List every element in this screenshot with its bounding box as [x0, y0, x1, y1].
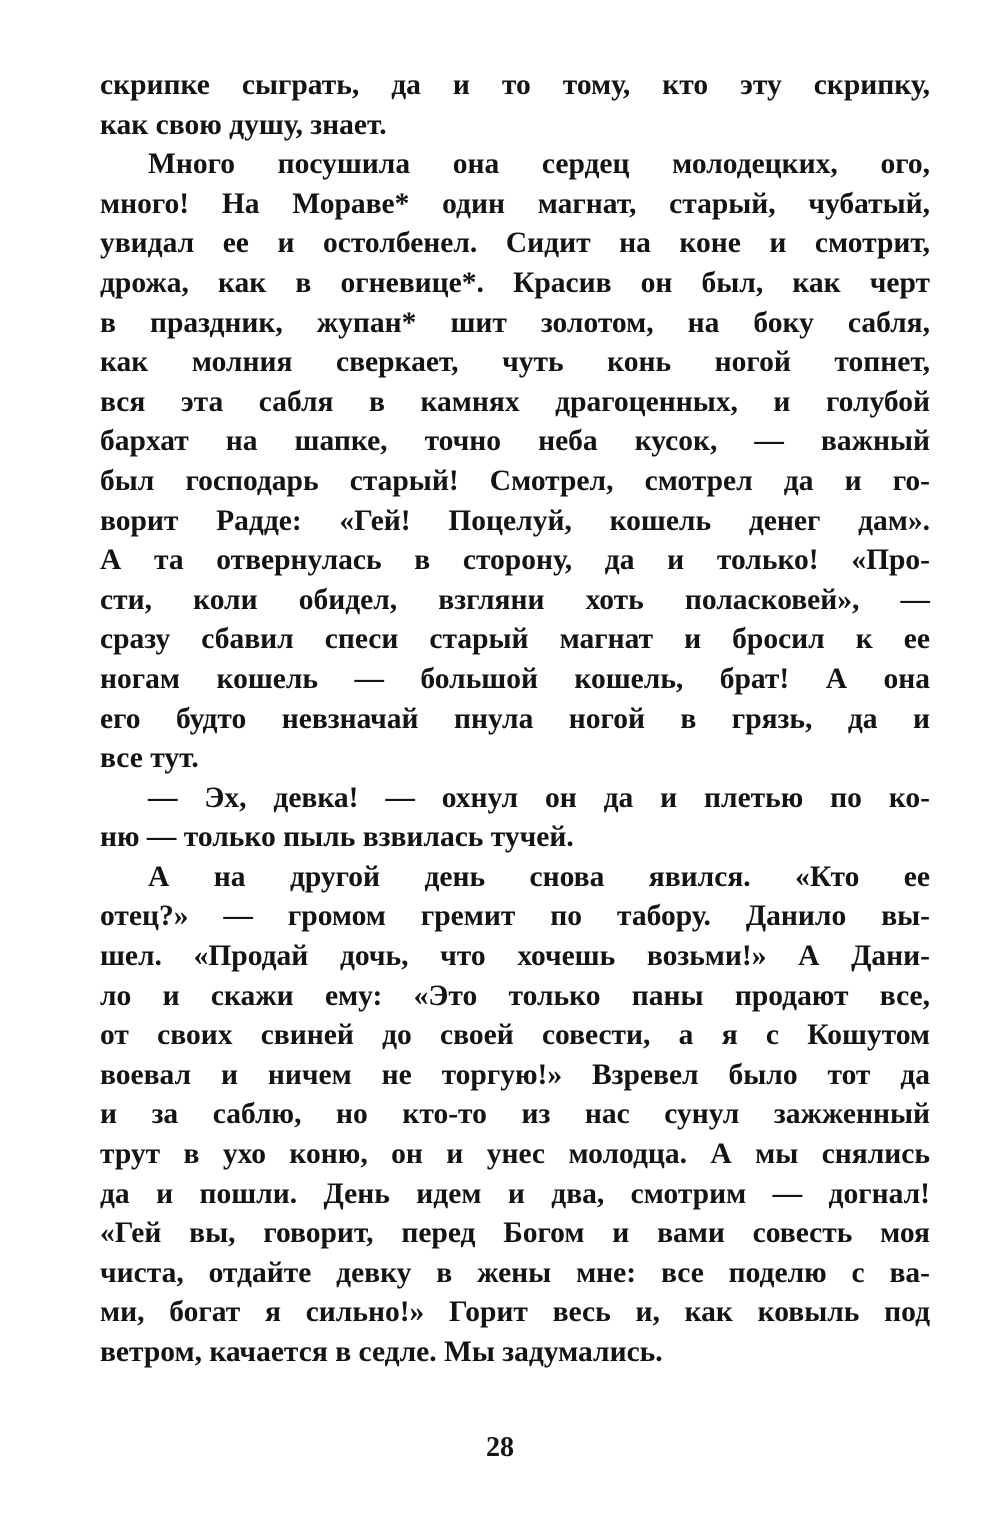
text-line: был господарь старый! Смотрел, смотрел да и го-	[100, 464, 930, 497]
text-line: как свою душу, знает.	[100, 108, 387, 141]
text-line: в праздник, жупан* шит золотом, на боку сабля,	[100, 306, 930, 339]
text-line: трут в ухо коню, он и унес молодца. А мы снялись	[100, 1138, 930, 1171]
text-line: сти, коли обидел, взгляни хоть поласковей», —	[100, 583, 930, 616]
text-line: ветром, качается в седле. Мы задумались.	[100, 1336, 663, 1368]
body-text	[100, 66, 930, 1373]
text-line: бархат на шапке, точно неба кусок, — важный	[100, 425, 930, 458]
text-line: — Эх, девка! — охнул он да и плетью по ко-	[148, 781, 930, 814]
text-line: много! На Мораве* один магнат, старый, чубатый,	[100, 187, 930, 220]
text-line: Много посушила она сердец молодецких, ого,	[148, 148, 930, 181]
text-line: чиста, отдайте девку в жены мне: все поделю с ва-	[100, 1256, 930, 1289]
text-line: ворит Радде: «Гей! Поцелуй, кошель денег дам».	[100, 504, 930, 537]
text-line: да и пошли. День идем и два, смотрим — догнал!	[100, 1177, 930, 1210]
text-line: скрипке сыграть, да и то тому, кто эту скрипку,	[100, 69, 930, 101]
text-line: шел. «Продай дочь, что хочешь возьми!» А Дани-	[100, 940, 930, 973]
text-line: А на другой день снова явился. «Кто ее	[148, 860, 930, 893]
text-line: воевал и ничем не торгую!» Взревел было тот да	[100, 1058, 930, 1091]
text-line: А та отвернулась в сторону, да и только! «Про-	[100, 544, 930, 577]
text-line: вся эта сабля в камнях драгоценных, и голубой	[100, 385, 930, 418]
text-line: отец?» — громом гремит по табору. Данило вы-	[100, 900, 930, 933]
text-line: его будто невзначай пнула ногой в грязь, да и	[100, 702, 930, 735]
text-line: и за саблю, но кто-то из нас сунул зажженный	[100, 1098, 930, 1131]
page-number: 28	[486, 1432, 514, 1463]
text-line: «Гей вы, говорит, перед Богом и вами совесть моя	[100, 1217, 930, 1250]
text-line: сразу сбавил спеси старый магнат и бросил к ее	[100, 623, 930, 656]
text-line: ногам кошель — большой кошель, брат! А она	[100, 662, 930, 695]
text-line: ло и скажи ему: «Это только паны продают все,	[100, 979, 930, 1012]
text-line: увидал ее и остолбенел. Сидит на коне и смотрит,	[100, 227, 930, 260]
text-line: от своих свиней до своей совести, а я с Кошутом	[100, 1019, 930, 1052]
text-line: как молния сверкает, чуть конь ногой топнет,	[100, 346, 930, 379]
text-line: ми, богат я сильно!» Горит весь и, как ковыль под	[100, 1296, 930, 1329]
text-line: ню — только пыль взвилась тучей.	[100, 821, 574, 854]
text-line: все тут.	[100, 742, 199, 775]
text-line: дрожа, как в огневице*. Красив он был, как черт	[100, 266, 930, 299]
